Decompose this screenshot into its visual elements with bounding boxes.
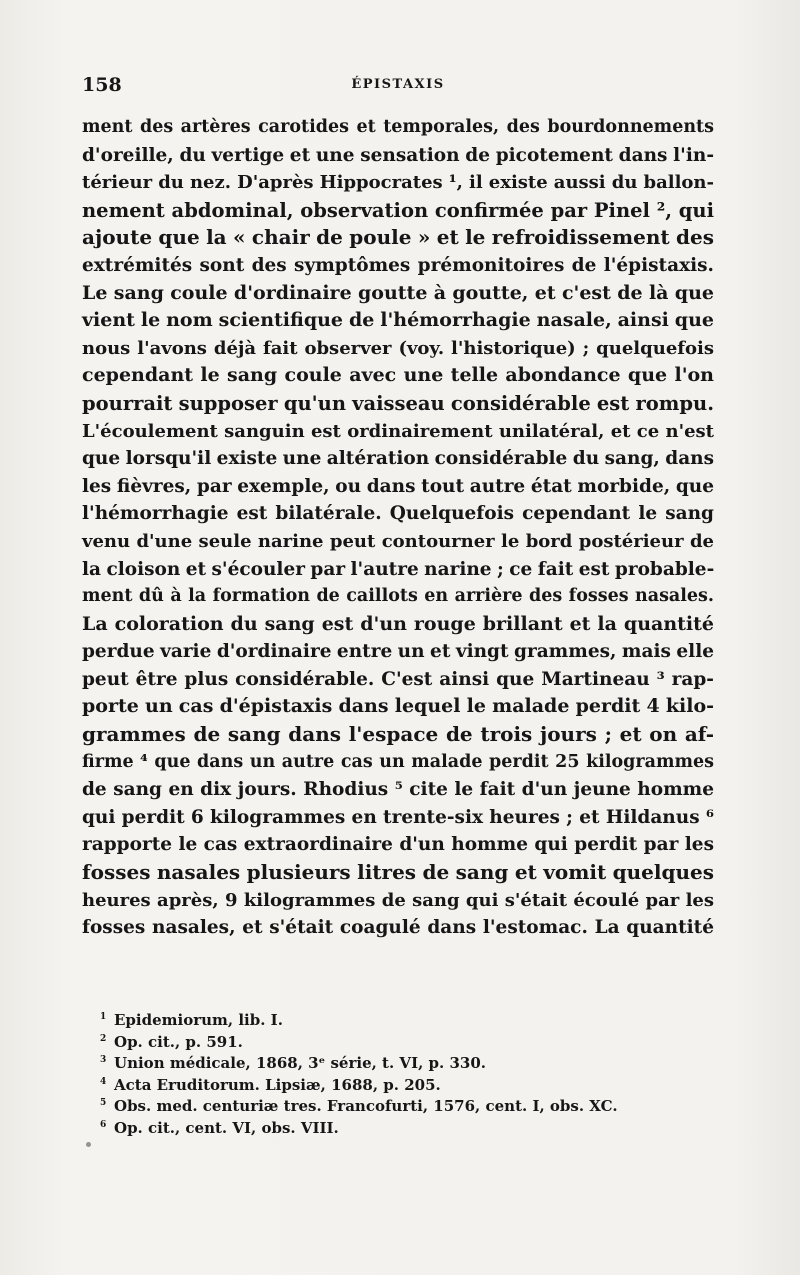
page-number: 158	[82, 74, 122, 96]
footnote: 1 Epidemiorum, lib. I.	[100, 1011, 283, 1029]
text-line: cependant le sang coule avec une telle abondance que l'on	[82, 364, 714, 387]
body-text	[82, 114, 714, 942]
footnote-text: Op. cit., p. 591.	[114, 1032, 243, 1051]
text-line: térieur du nez. D'après Hippocrates ¹, il existe aussi du ballon-	[82, 172, 714, 194]
footnote-text: Union médicale, 1868, 3ᵉ série, t. VI, p. 330.	[114, 1054, 486, 1073]
text-line: venu d'une seule narine peut contourner le bord postérieur de	[82, 530, 714, 552]
text-line: grammes de sang dans l'espace de trois jours ; et on af-	[82, 722, 714, 747]
footnote: 3 Union médicale, 1868, 3ᵉ série, t. VI, p. 330.	[100, 1054, 486, 1073]
text-line: pourrait supposer qu'un vaisseau considérable est rompu.	[82, 391, 714, 415]
text-line: ajoute que la « chair de poule » et le refroidissement des	[82, 225, 714, 250]
text-line: ment dû à la formation de caillots en arrière des fosses nasales.	[82, 586, 714, 607]
text-line: les fièvres, par exemple, ou dans tout autre état morbide, que	[82, 475, 714, 497]
running-title: ÉPISTAXIS	[351, 77, 445, 92]
text-line: Le sang coule d'ordinaire goutte à goutte, et c'est de là que	[82, 281, 714, 304]
footnote-text: Epidemiorum, lib. I.	[114, 1011, 283, 1029]
ink-speck	[86, 1142, 91, 1147]
footnote-text: Obs. med. centuriæ tres. Francofurti, 1576, cent. I, obs. XC.	[114, 1097, 618, 1116]
text-line: qui perdit 6 kilogrammes en trente-six heures ; et Hildanus ⁶	[82, 806, 714, 828]
footnote: 4 Acta Eruditorum. Lipsiæ, 1688, p. 205.	[100, 1075, 441, 1094]
text-line: firme ⁴ que dans un autre cas un malade perdit 25 kilogrammes	[82, 751, 714, 772]
text-line: heures après, 9 kilogrammes de sang qui s'était écoulé par les	[82, 889, 714, 911]
text-line: fosses nasales, et s'était coagulé dans l'estomac. La quantité	[82, 917, 714, 939]
text-line: d'oreille, du vertige et une sensation de picotement dans l'in-	[82, 144, 714, 166]
text-line: fosses nasales plusieurs litres de sang et vomit quelques	[82, 860, 714, 885]
text-line: rapporte le cas extraordinaire d'un homme qui perdit par les	[82, 834, 714, 856]
text-line: porte un cas d'épistaxis dans lequel le malade perdit 4 kilo-	[82, 695, 714, 718]
text-line: de sang en dix jours. Rhodius ⁵ cite le fait d'un jeune homme	[82, 779, 714, 801]
text-line: extrémités sont des symptômes prémonitoires de l'épistaxis.	[82, 254, 714, 276]
text-line: peut être plus considérable. C'est ainsi que Martineau ³ rap-	[82, 668, 714, 690]
text-line: L'écoulement sanguin est ordinairement unilatéral, et ce n'est	[82, 420, 714, 442]
text-line: nous l'avons déjà fait observer (voy. l'historique) ; quelquefois	[82, 337, 714, 359]
text-line: perdue varie d'ordinaire entre un et vingt grammes, mais elle	[82, 641, 714, 663]
running-head	[82, 74, 714, 100]
text-line: vient le nom scientifique de l'hémorrhagie nasale, ainsi que	[82, 309, 714, 332]
footnote: 5 Obs. med. centuriæ tres. Francofurti, 1576, cent. I, obs. XC.	[100, 1097, 618, 1116]
text-line: La coloration du sang est d'un rouge brillant et la quantité	[82, 612, 714, 635]
text-line: l'hémorrhagie est bilatérale. Quelquefois cependant le sang	[82, 503, 714, 525]
text-line: ment des artères carotides et temporales, des bourdonnements	[82, 117, 714, 137]
text-line: nement abdominal, observation confirmée par Pinel ², qui	[82, 198, 714, 222]
footnote-text: Acta Eruditorum. Lipsiæ, 1688, p. 205.	[114, 1075, 441, 1094]
footnote: 6 Op. cit., cent. VI, obs. VIII.	[100, 1118, 339, 1137]
footnotes	[100, 1010, 700, 1140]
text-line: la cloison et s'écouler par l'autre narine ; ce fait est probable-	[82, 558, 715, 580]
footnote-text: Op. cit., cent. VI, obs. VIII.	[114, 1118, 339, 1137]
text-line: que lorsqu'il existe une altération considérable du sang, dans	[82, 448, 715, 470]
footnote: 2 Op. cit., p. 591.	[100, 1032, 243, 1051]
